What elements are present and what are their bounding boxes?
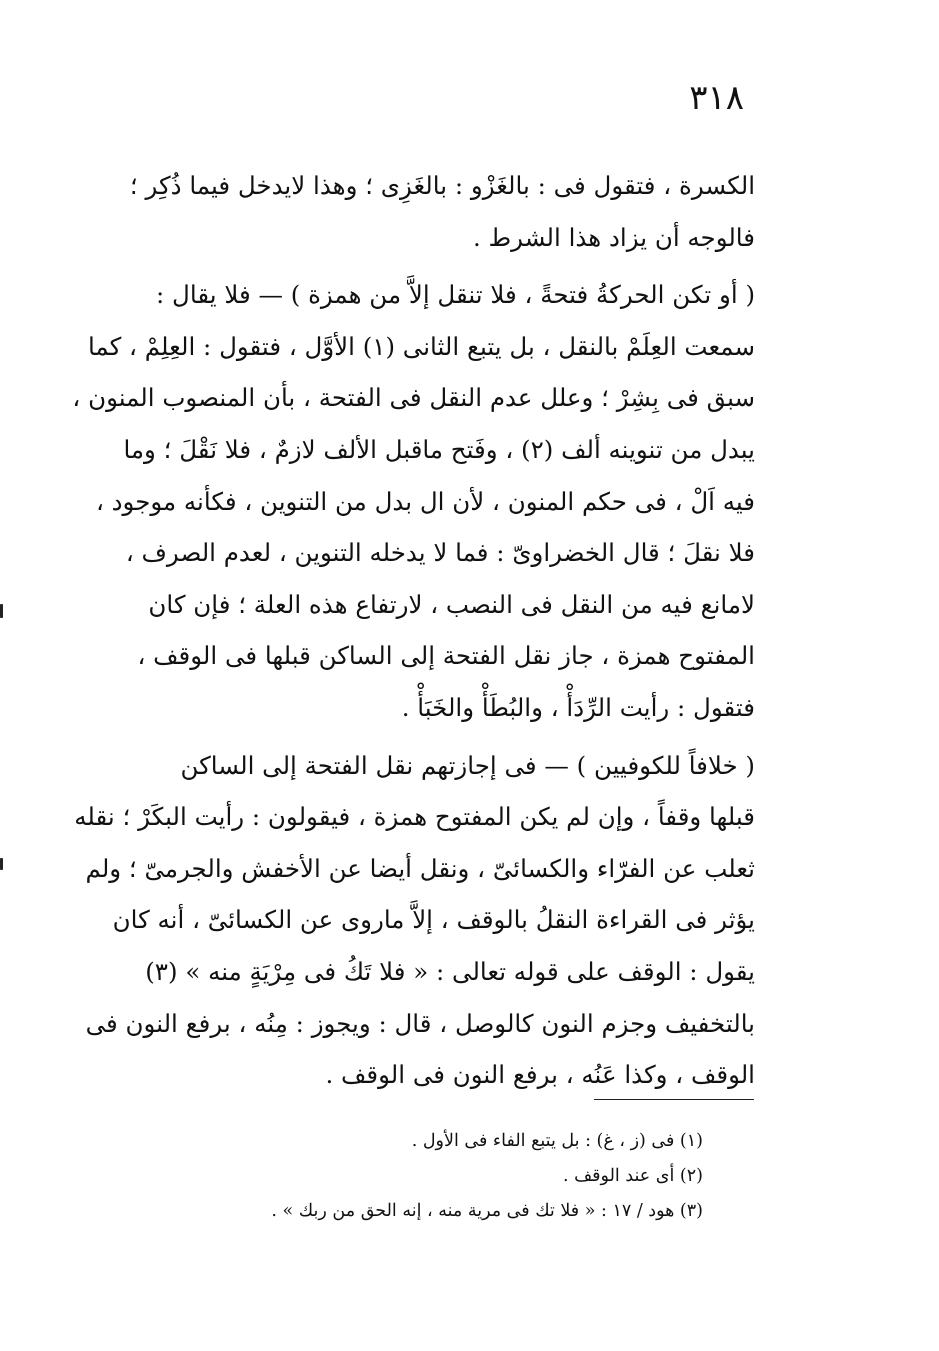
footnotes [143,1124,703,1229]
text-line: يبدل من تنوينه ألف (٢) ، وفَتح ماقبل الألف لازمٌ ، فلا نَقْلَ ؛ وما [123,434,755,464]
footnote-3: (٣) هود / ١٧ : « فلا تك فى مرية منه ، إنه الحق من ربك » . [271,1201,703,1221]
text-line: فالوجه أن يزاد هذا الشرط . [472,222,755,252]
text-line: فيه اَلْ ، فى حكم المنون ، لأن ال بدل من التنوين ، فكأنه موجود ، [95,486,755,516]
footnote-2: (٢) أى عند الوقف . [562,1166,703,1186]
page-number: ٣١٨ [689,78,744,118]
body-text [72,160,755,1101]
text-line: بالتخفيف وجزم النون كالوصل ، قال : ويجوز : مِنُه ، برفع النون فى [85,1008,755,1038]
text-line: يقول : الوقف على قوله تعالى : « فلا تَكُ فى مِرْيَةٍ منه » (٣) [145,956,755,986]
text-line: فلا نقلَ ؛ قال الخضراوىّ : فما لا يدخله التنوين ، لعدم الصرف ، [125,538,755,568]
text-line: قبلها وقفاً ، وإن لم يكن المفتوح همزة ، فيقولون : رأيت البكَرْ ؛ نقله [74,802,755,832]
text-line: سبق فى بِشِرْ ؛ وعلل عدم النقل فى الفتحة ، بأن المنصوب المنون ، [72,383,755,413]
footnote-1: (١) فى (ز ، غ) : بل يتبع الفاء فى الأول . [411,1131,703,1151]
text-line: الكسرة ، فتقول فى : بالغَزْو : بالغَزِى ؛ وهذا لايدخل فيما ذُكِر ؛ [129,171,755,200]
text-line: المفتوح همزة ، جاز نقل الفتحة إلى الساكن قبلها فى الوقف ، [137,641,755,671]
text-line: سمعت العِلَمْ بالنقل ، بل يتبع الثانى (١) الأوَّل ، فتقول : العِلِمْ ، كما [87,331,755,361]
text-line: ثعلب عن الفرّاء والكسائىّ ، ونقل أيضا عن الأخفش والجرمىّ ؛ ولم [85,853,755,883]
text-line: لامانع فيه من النقل فى النصب ، لارتفاع هذه العلة ؛ فإن كان [148,589,755,619]
footnote-divider [594,1099,754,1100]
scan-edge-mark [0,858,3,870]
text-line: الوقف ، وكذا عَنُه ، برفع النون فى الوقف . [325,1060,755,1090]
text-line: ( أو تكن الحركةُ فتحةً ، فلا تنقل إلاَّ من همزة ) — فلا يقال : [156,280,755,310]
text-line: ( خلافاً للكوفيين ) — فى إجازتهم نقل الفتحة إلى الساكن [180,750,755,780]
text-line: يؤثر فى القراءة النقلُ بالوقف ، إلاَّ ماروى عن الكسائىّ ، أنه كان [112,905,755,935]
scan-edge-mark [0,604,3,618]
text-line: فتقول : رأيت الرِّدَأْ ، والبُطَأْ والخَبَأْ . [401,692,755,722]
